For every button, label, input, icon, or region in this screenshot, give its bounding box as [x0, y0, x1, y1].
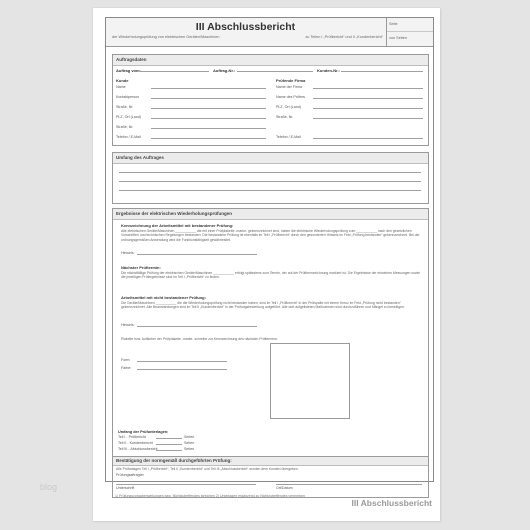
unterschrift-label: Unterschrift [116, 486, 135, 490]
ergebnis-section [112, 208, 429, 457]
firma-field-line[interactable] [313, 108, 423, 109]
form-field[interactable] [137, 361, 227, 362]
footer-title: III Abschlussbericht [351, 498, 432, 508]
firma-field-label: Straße, Nr. [276, 115, 294, 119]
subtitle-left: der Wiederholungsprüfung von elektrischen Geräten/Maschinen [112, 35, 220, 39]
document-title: III Abschlussbericht [195, 21, 296, 33]
firma-field-line[interactable] [313, 118, 423, 119]
bestaetigung-section [112, 456, 429, 498]
watermark: blog [40, 482, 58, 492]
auftrag-nr-field[interactable] [237, 71, 313, 72]
auftrag-nr-label: Auftrag-Nr.: [213, 68, 236, 73]
kunden-nr-field[interactable] [341, 71, 423, 72]
row-field[interactable] [156, 450, 182, 451]
pruefer-label: Prüfungsaftragter [116, 473, 144, 477]
umfang-heading: Umfang des Auftrages [113, 153, 428, 164]
farbe-label: Farbe: [121, 366, 132, 370]
nicht-bestanden-title: Arbeitsmittel mit nicht bestandener Prüfung: [121, 295, 206, 300]
kunde-field-line[interactable] [151, 88, 266, 89]
of-pages-field: von Seiten [389, 36, 407, 40]
nicht-bestanden-hint: Hinweis: [121, 323, 135, 327]
form-label: Form: [121, 358, 131, 362]
bestaetigung-text: Alle Prüfanlagen Teil I „Prüfbericht“, Teil II „Kundenbericht“ und Teil III „Abschlussbericht“ wurden dem Kunden übergeben. [116, 467, 299, 471]
firma-field-line[interactable] [313, 138, 423, 139]
plakette-sample-box[interactable] [270, 343, 350, 419]
row-label: Teil III - Abschlussbericht [118, 447, 158, 451]
row-suffix: Seiten [184, 447, 195, 451]
kennzeichnung-hint-line[interactable] [137, 254, 257, 255]
pruefermin-text: Die nächstfällige Prüfung der elektrischen Geräte/Maschinen ___________ erfolgt spätestens zum Termin, der auf der Prüfkennzeichnung markiert ist. Die Ergebnisse der einzelnen Messungen sowie die jeweiligen Prüfergebnisse sind im Teil I „Prüfbericht“ zu finden. [121, 271, 421, 280]
kunde-field-line[interactable] [151, 108, 266, 109]
row-suffix: Seiten [184, 435, 195, 439]
kunde-field-label: Telefon / E-Mail [116, 135, 141, 139]
row-field[interactable] [156, 438, 182, 439]
row-field[interactable] [156, 444, 182, 445]
kunde-field-label: PLZ, Ort (Land) [116, 115, 141, 119]
pruefermin-title: Nächster Prüftermin: [121, 265, 161, 270]
page-field: Seite [387, 18, 433, 32]
nicht-bestanden-hint-line[interactable] [137, 326, 257, 327]
kennzeichnung-text: Alle elektrischen Geräte/Maschinen ___________ die mit einer Prüfplakette -marke- gekennzeichnet sind, haben die elektrische Wiederholungsprüfung zum ___________ nach den gesetzlichen Vorschriften und technischen Regelungen bestanden. Die bestandene Prüfung ist ebenfalls im Teil I „Prüfbericht“ durch den gesonderten Hinweis im Feld „Prüfung bestanden“ gekennzeichnet. Bei der ordnungsgemäßen Anwendung wird die Funktionsfähigkeit gewährleistet. [121, 229, 420, 242]
kennzeichnung-hint: Hinweis: [121, 251, 135, 255]
auftrag-vom-field[interactable] [139, 71, 209, 72]
auftrag-heading: Auftragsdaten [113, 55, 428, 66]
firma-heading: Prüfende Firma [276, 78, 306, 83]
document-subtitle [112, 35, 383, 39]
row-label: Teil I - Prüfbericht [118, 435, 146, 439]
pruef-unterlagen-heading: Umfang der Prüfunterlagen: [118, 430, 169, 434]
kunde-field-label: Kontaktperson [116, 95, 140, 99]
umfang-section [112, 152, 429, 204]
document-header [106, 18, 433, 47]
kennzeichnung-title: Kennzeichnung der Arbeitsmittel mit bestandener Prüfung: [121, 223, 234, 228]
umfang-line[interactable] [119, 190, 421, 191]
ort-datum-field[interactable] [276, 484, 422, 485]
kunden-nr-label: Kunden-Nr.: [317, 68, 340, 73]
kunde-heading: Kunde [116, 78, 129, 83]
umfang-line[interactable] [119, 181, 421, 182]
kunde-field-line[interactable] [151, 98, 266, 99]
subtitle-right: zu Teilen I „Prüfbericht“ und II „Kundenbericht“ [305, 35, 383, 39]
auftrag-vom-label: Auftrag vom: [116, 68, 141, 73]
pruef-unterlagen-row [118, 447, 238, 453]
kunde-field-label: Straße, Nr. [116, 125, 134, 129]
page-counter [386, 18, 433, 46]
umfang-line[interactable] [119, 172, 421, 173]
pruef-unterlagen-block [118, 430, 238, 453]
kunde-field-line[interactable] [151, 128, 266, 129]
form-frame [105, 17, 434, 490]
ergebnis-heading: Ergebnisse der elektrischen Wiederholungsprüfungen [113, 209, 428, 220]
firma-field-label: Name des Prüfers [276, 95, 305, 99]
row-suffix: Seiten [184, 441, 195, 445]
kunde-field-line[interactable] [151, 138, 266, 139]
nicht-bestanden-text: Die Geräte/Maschinen ___________ die die Wiederholungsprüfung nicht bestanden haben, sind im Teil I „Prüfbericht“ in der Prüfspalte mit einem Kreuz im Feld „Prüfung nicht bestanden“ gekennzeichnet. Alle Beanstandungen sind im Teil II „Kundenbericht“ in der Prüfungsbewertung aufgeführt. Alle dort aufgelisteten Maßnahmen sind durchzuführen und Mängel zu beseitigen. [121, 301, 405, 310]
document-sheet [93, 8, 440, 521]
unterschrift-field[interactable] [116, 484, 256, 485]
kunde-field-line[interactable] [151, 118, 266, 119]
firma-field-line[interactable] [313, 88, 423, 89]
farbe-field[interactable] [137, 369, 227, 370]
plakette-text: Plakette bzw. Aufkleber der Prüfplakette -marke- schreibe zur Kennzeichnung des nächsten Prüftermins: [121, 337, 278, 341]
firma-field-label: Name der Firma [276, 85, 302, 89]
row-label: Teil II - Kundenbericht [118, 441, 153, 445]
ort-datum-label: Ort/Datum [276, 486, 293, 490]
firma-field-label: PLZ, Ort (Land) [276, 105, 301, 109]
auftrag-section [112, 54, 429, 146]
bestaetigung-heading: Bestätigung der normgemäß durchgeführten Prüfung: [113, 457, 428, 466]
kunde-field-label: Straße, Nr. [116, 105, 134, 109]
firma-field-label: Telefon / E-Mail [276, 135, 301, 139]
firma-field-line[interactable] [313, 98, 423, 99]
footer-note: 1) Prüfungsvorgabenwirkungen bzw. Nichtzutreffendes streichen 2) Unterlagen ergänzend zu Nichtzutreffendes vermerken [115, 494, 305, 498]
kunde-field-label: Name [116, 85, 126, 89]
